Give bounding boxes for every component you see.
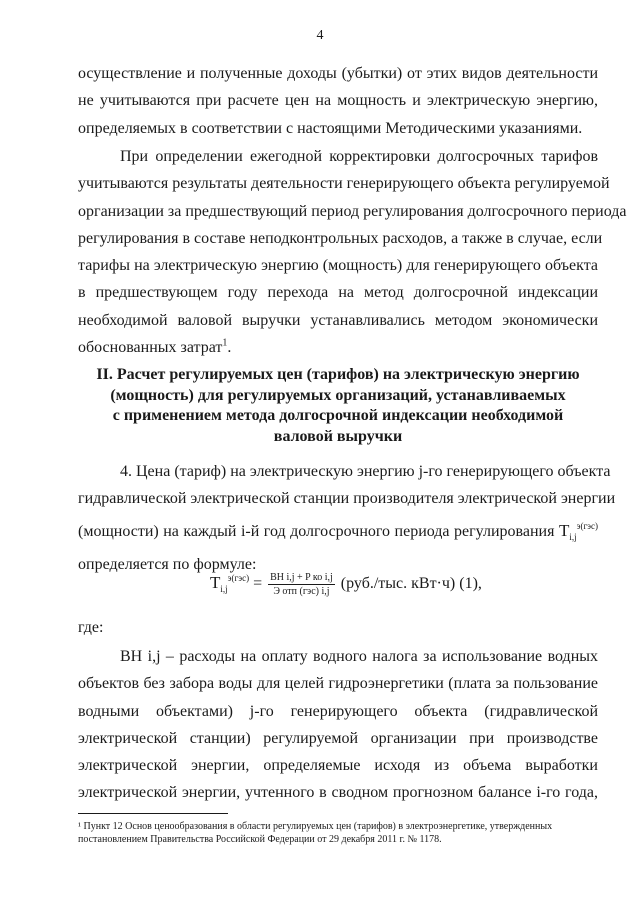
footnote-ref[interactable]: 1 bbox=[222, 337, 228, 349]
text-line bbox=[78, 334, 598, 361]
text-line: в предшествующем году перехода на метод долгосрочной индексации bbox=[78, 284, 598, 302]
paragraph-2 bbox=[78, 143, 627, 361]
where-label: где: bbox=[78, 619, 104, 636]
heading-line: валовой выручки bbox=[273, 427, 403, 445]
footnote-divider bbox=[78, 813, 228, 814]
text-line: организации за предшествующий период регулирования долгосрочного периода bbox=[78, 202, 627, 220]
text-line: учитываются результаты деятельности генерирующего объекта регулируемой bbox=[78, 175, 610, 193]
tariff-symbol: $T_{i,j}^{э(гэс)}$ bbox=[558, 520, 598, 542]
heading-line: II. Расчет регулируемых цен (тарифов) на электрическую энергию bbox=[96, 366, 580, 383]
footnote bbox=[78, 820, 598, 846]
heading-line: (мощность) для регулируемых организаций, устанавливаемых bbox=[110, 386, 566, 404]
text-line: При определении ежегодной корректировки долгосрочных тарифов bbox=[120, 148, 598, 165]
text-line: электрической станции) регулируемой организации при производстве bbox=[78, 729, 598, 747]
text-line: регулирования в составе неподконтрольных расходов, а также в случае, если bbox=[78, 229, 603, 247]
formula-lhs: $T_{i,j}^{э(гэс)}$ bbox=[210, 573, 250, 595]
text-line: необходимой валовой выручки устанавливались методом экономически bbox=[78, 311, 598, 329]
section-heading bbox=[78, 365, 598, 447]
formula-fraction bbox=[268, 572, 335, 597]
heading-line: с применением метода долгосрочной индексации необходимой bbox=[112, 407, 564, 424]
text-line: электрической энергии, определяемые исходя из объема выработки bbox=[78, 757, 598, 775]
paragraph-3 bbox=[78, 458, 616, 578]
footnote-line: ¹ Пункт 12 Основ ценообразования в области регулируемых цен (тарифов) в электроэнергетике, утвержденных bbox=[78, 821, 553, 832]
paragraph-1 bbox=[78, 60, 598, 142]
text-line: ВН i,j – расходы на оплату водного налога за использование водных bbox=[120, 648, 598, 665]
fraction-numerator: ВН i,j + P ко i,j bbox=[270, 572, 333, 583]
footnote-line: постановлением Правительства Российской Федерации от 29 декабря 2011 г. № 1178. bbox=[78, 834, 442, 845]
text-line: электрической энергии, учтенного в сводном прогнозном балансе i-го года, bbox=[78, 784, 598, 802]
text-line: определяемых в соответствии с настоящими Методическими указаниями. bbox=[78, 119, 583, 137]
text-line: не учитываются при расчете цен на мощность и электрическую энергию, bbox=[78, 92, 598, 110]
text-line: определяется по формуле: bbox=[78, 555, 257, 573]
text-line: водными объектами) j-го генерирующего объекта (гидравлической bbox=[78, 702, 598, 720]
fraction-denominator: Э отп (гэс) i,j bbox=[273, 586, 330, 597]
text-fragment: обоснованных затрат bbox=[78, 339, 223, 357]
equals-sign: = bbox=[253, 575, 263, 593]
paragraph-4 bbox=[78, 643, 598, 807]
page-number: 4 bbox=[316, 28, 324, 43]
text-line: 4. Цена (тариф) на электрическую энергию j-го генерирующего объекта bbox=[120, 463, 611, 480]
formula-units: (руб./тыс. кВт·ч) (1), bbox=[340, 575, 482, 593]
text-line: тарифы на электрическую энергию (мощность) для генерирующего объекта bbox=[78, 257, 598, 275]
formula bbox=[210, 572, 482, 597]
text-line: гидравлической электрической станции производителя электрической энергии bbox=[78, 490, 616, 508]
text-fragment: (мощности) на каждый i-й год долгосрочного периода регулирования bbox=[78, 522, 555, 540]
text-line: осуществление и полученные доходы (убытки) от этих видов деятельности bbox=[78, 65, 598, 82]
text-line bbox=[78, 513, 598, 551]
text-line: объектов без забора воды для целей гидроэнергетики (плата за пользование bbox=[78, 675, 598, 693]
text-fragment: . bbox=[227, 339, 232, 357]
